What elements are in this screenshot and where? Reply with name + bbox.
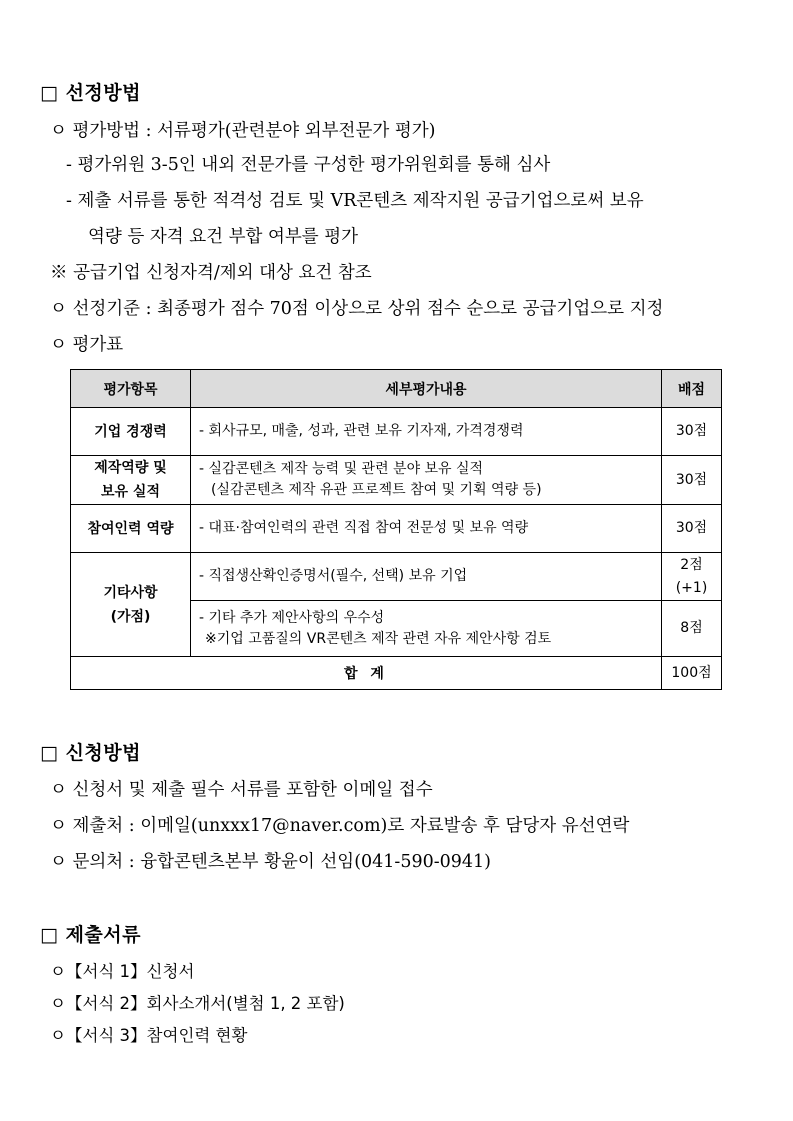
section-heading-application: □ 신청방법 <box>40 742 141 764</box>
row-points <box>662 553 722 601</box>
document-item-form1: ㅇ【서식 1】신청서 <box>50 962 195 981</box>
table-header-row <box>71 370 722 408</box>
row-category: 기업 경쟁력 <box>71 408 191 456</box>
row-points: 8점 <box>662 601 722 657</box>
header-category: 평가항목 <box>71 370 191 408</box>
row-points: 30점 <box>662 408 722 456</box>
row-description: - 회사규모, 매출, 성과, 관련 보유 기자재, 가격경쟁력 <box>191 408 662 456</box>
row-category <box>71 553 191 657</box>
row-description: - 직접생산확인증명서(필수, 선택) 보유 기업 <box>191 553 662 601</box>
total-points: 100점 <box>662 657 722 690</box>
row-description-line: (실감콘텐츠 제작 유관 프로젝트 참여 및 기획 역량 등) <box>211 482 542 498</box>
dash-eligibility-review: - 제출 서류를 통한 적격성 검토 및 VR콘텐츠 제작지원 공급기업으로써 보유 <box>66 191 644 211</box>
bullet-eval-method: ㅇ 평가방법 : 서류평가(관련분야 외부전문가 평가) <box>50 121 436 141</box>
total-label: 합 계 <box>71 657 662 690</box>
row-points-line: 2점 <box>680 556 703 573</box>
row-description-line: ※기업 고품질의 VR콘텐츠 제작 관련 자유 제안사항 검토 <box>205 630 552 647</box>
table-row <box>71 456 722 505</box>
bullet-submit-to: ㅇ 제출처 : 이메일(unxxx17@naver.com)로 자료발송 후 담당자 유선연락 <box>50 816 630 836</box>
bullet-selection-criteria: ㅇ 선정기준 : 최종평가 점수 70점 이상으로 상위 점수 순으로 공급기업으로 지정 <box>50 299 664 319</box>
header-points: 배점 <box>662 370 722 408</box>
table-row <box>71 408 722 456</box>
bullet-eval-table: ㅇ 평가표 <box>50 335 124 355</box>
document-item-form2: ㅇ【서식 2】회사소개서(별첨 1, 2 포함) <box>50 994 345 1013</box>
evaluation-table <box>70 369 722 690</box>
row-category-line: (가점) <box>110 608 151 625</box>
section-heading-documents: □ 제출서류 <box>40 924 141 946</box>
row-points-line: (+1) <box>675 579 708 596</box>
row-category: 참여인력 역량 <box>71 505 191 553</box>
row-description-line: - 기타 추가 제안사항의 우수성 <box>199 609 385 626</box>
dash-eligibility-review-cont: 역량 등 자격 요건 부합 여부를 평가 <box>88 227 359 247</box>
row-category-line: 보유 실적 <box>101 484 160 500</box>
note-eligibility: ※ 공급기업 신청자격/제외 대상 요건 참조 <box>50 263 372 283</box>
row-category-line: 기타사항 <box>103 584 158 601</box>
row-description <box>191 456 662 505</box>
dash-eval-committee: - 평가위원 3-5인 내외 전문가를 구성한 평가위원회를 통해 심사 <box>66 155 551 175</box>
document-item-form3: ㅇ【서식 3】참여인력 현황 <box>50 1026 248 1045</box>
table-row <box>71 553 722 601</box>
row-points: 30점 <box>662 505 722 553</box>
row-description-line: - 실감콘텐츠 제작 능력 및 관련 분야 보유 실적 <box>199 461 484 477</box>
row-points: 30점 <box>662 456 722 505</box>
bullet-email-submission: ㅇ 신청서 및 제출 필수 서류를 포함한 이메일 접수 <box>50 780 433 800</box>
row-category <box>71 456 191 505</box>
row-category-line: 제작역량 및 <box>94 460 167 476</box>
row-description: - 대표·참여인력의 관련 직접 참여 전문성 및 보유 역량 <box>191 505 662 553</box>
section-heading-selection: □ 선정방법 <box>40 82 141 104</box>
row-description <box>191 601 662 657</box>
bullet-contact: ㅇ 문의처 : 융합콘텐츠본부 황윤이 선임(041-590-0941) <box>50 852 492 872</box>
table-row <box>71 505 722 553</box>
header-detail: 세부평가내용 <box>191 370 662 408</box>
table-total-row <box>71 657 722 690</box>
